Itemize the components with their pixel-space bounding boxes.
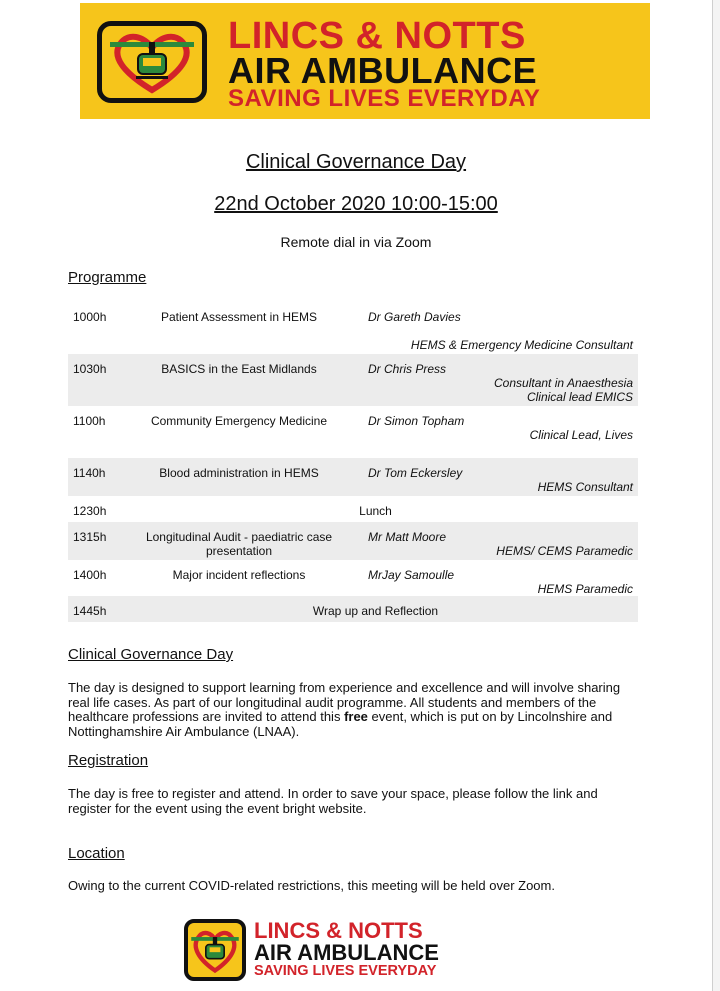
logo-line-2: AIR AMBULANCE xyxy=(228,50,538,91)
registration-paragraph: The day is free to register and attend. In order to save your space, please follow the link and register for the event using the event bright website. xyxy=(68,786,598,816)
row-session-line: presentation xyxy=(205,544,273,558)
logo-line-1: LINCS & NOTTS xyxy=(254,918,423,943)
helicopter-heart-icon xyxy=(184,919,246,981)
row-time: 1400h xyxy=(73,568,107,582)
row-time: 1000h xyxy=(73,310,107,324)
row-role-line: Clinical lead EMICS xyxy=(526,390,633,404)
row-role: HEMS/ CEMS Paramedic xyxy=(496,544,633,558)
about-paragraph xyxy=(68,681,638,739)
logo-tagline: SAVING LIVES EVERYDAY xyxy=(228,85,541,112)
event-subtitle: Remote dial in via Zoom xyxy=(280,234,432,250)
table-row xyxy=(68,522,638,560)
row-speaker: Dr Tom Eckersley xyxy=(368,466,463,480)
row-session: Community Emergency Medicine xyxy=(150,414,328,428)
location-heading: Location xyxy=(68,845,125,862)
row-time: 1445h xyxy=(73,604,107,618)
event-date: 22nd October 2020 10:00-15:00 xyxy=(214,193,498,215)
about-heading: Clinical Governance Day xyxy=(68,646,234,663)
row-role: HEMS Consultant xyxy=(537,480,633,494)
programme-table xyxy=(68,302,638,622)
row-time: 1100h xyxy=(73,414,106,428)
table-row xyxy=(68,354,638,406)
helicopter-heart-icon xyxy=(97,21,207,103)
row-role-line: Consultant in Anaesthesia xyxy=(494,376,633,390)
logo-line-1: LINCS & NOTTS xyxy=(228,15,526,57)
table-row xyxy=(68,496,638,522)
row-time: 1030h xyxy=(73,362,107,376)
row-speaker: Dr Simon Topham xyxy=(368,414,465,428)
table-row xyxy=(68,458,638,496)
about-bold-text: free xyxy=(344,709,368,724)
programme-heading: Programme xyxy=(68,269,147,286)
logo-line-2: AIR AMBULANCE xyxy=(254,940,439,965)
row-speaker: Dr Gareth Davies xyxy=(368,310,461,324)
row-time: 1315h xyxy=(73,530,107,544)
row-session-line: Longitudinal Audit - paediatric case xyxy=(145,530,333,544)
bottom-logo xyxy=(184,918,484,982)
registration-heading: Registration xyxy=(68,752,149,769)
row-session: Wrap up and Reflection xyxy=(312,604,439,618)
table-row xyxy=(68,596,638,622)
row-session xyxy=(133,530,345,558)
row-role: HEMS Paramedic xyxy=(537,582,633,596)
about-text: event, which is put on by Lincolnshire and Nottinghamshire Air Ambulance (LNAA). xyxy=(68,709,613,739)
table-row xyxy=(68,302,638,354)
page-title: Clinical Governance Day xyxy=(245,151,467,173)
row-session: Major incident reflections xyxy=(172,568,306,582)
location-paragraph: Owing to the current COVID-related restrictions, this meeting will be held over Zoom. xyxy=(68,878,555,893)
table-row xyxy=(68,406,638,458)
row-role: HEMS & Emergency Medicine Consultant xyxy=(410,338,633,352)
row-session: Blood administration in HEMS xyxy=(159,466,319,480)
row-session: BASICS in the East Midlands xyxy=(161,362,317,376)
row-speaker: MrJay Samoulle xyxy=(368,568,455,582)
row-role: Clinical Lead, Lives xyxy=(529,428,633,442)
table-row xyxy=(68,560,638,596)
row-session: Patient Assessment in HEMS xyxy=(160,310,318,324)
about-text: The day is designed to support learning from experience and excellence and will involve sharing real life cases. As part of our longitudinal audit programme. All students and members of the healthcare professions are invited to attend this xyxy=(68,680,621,724)
row-speaker: Mr Matt Moore xyxy=(368,530,447,544)
row-role xyxy=(494,376,633,404)
row-session: Lunch xyxy=(359,504,392,518)
row-time: 1230h xyxy=(73,504,107,518)
logo-tagline: SAVING LIVES EVERYDAY xyxy=(254,963,437,979)
row-time: 1140h xyxy=(73,466,106,480)
top-logo-banner xyxy=(80,3,650,119)
row-speaker: Dr Chris Press xyxy=(368,362,447,376)
